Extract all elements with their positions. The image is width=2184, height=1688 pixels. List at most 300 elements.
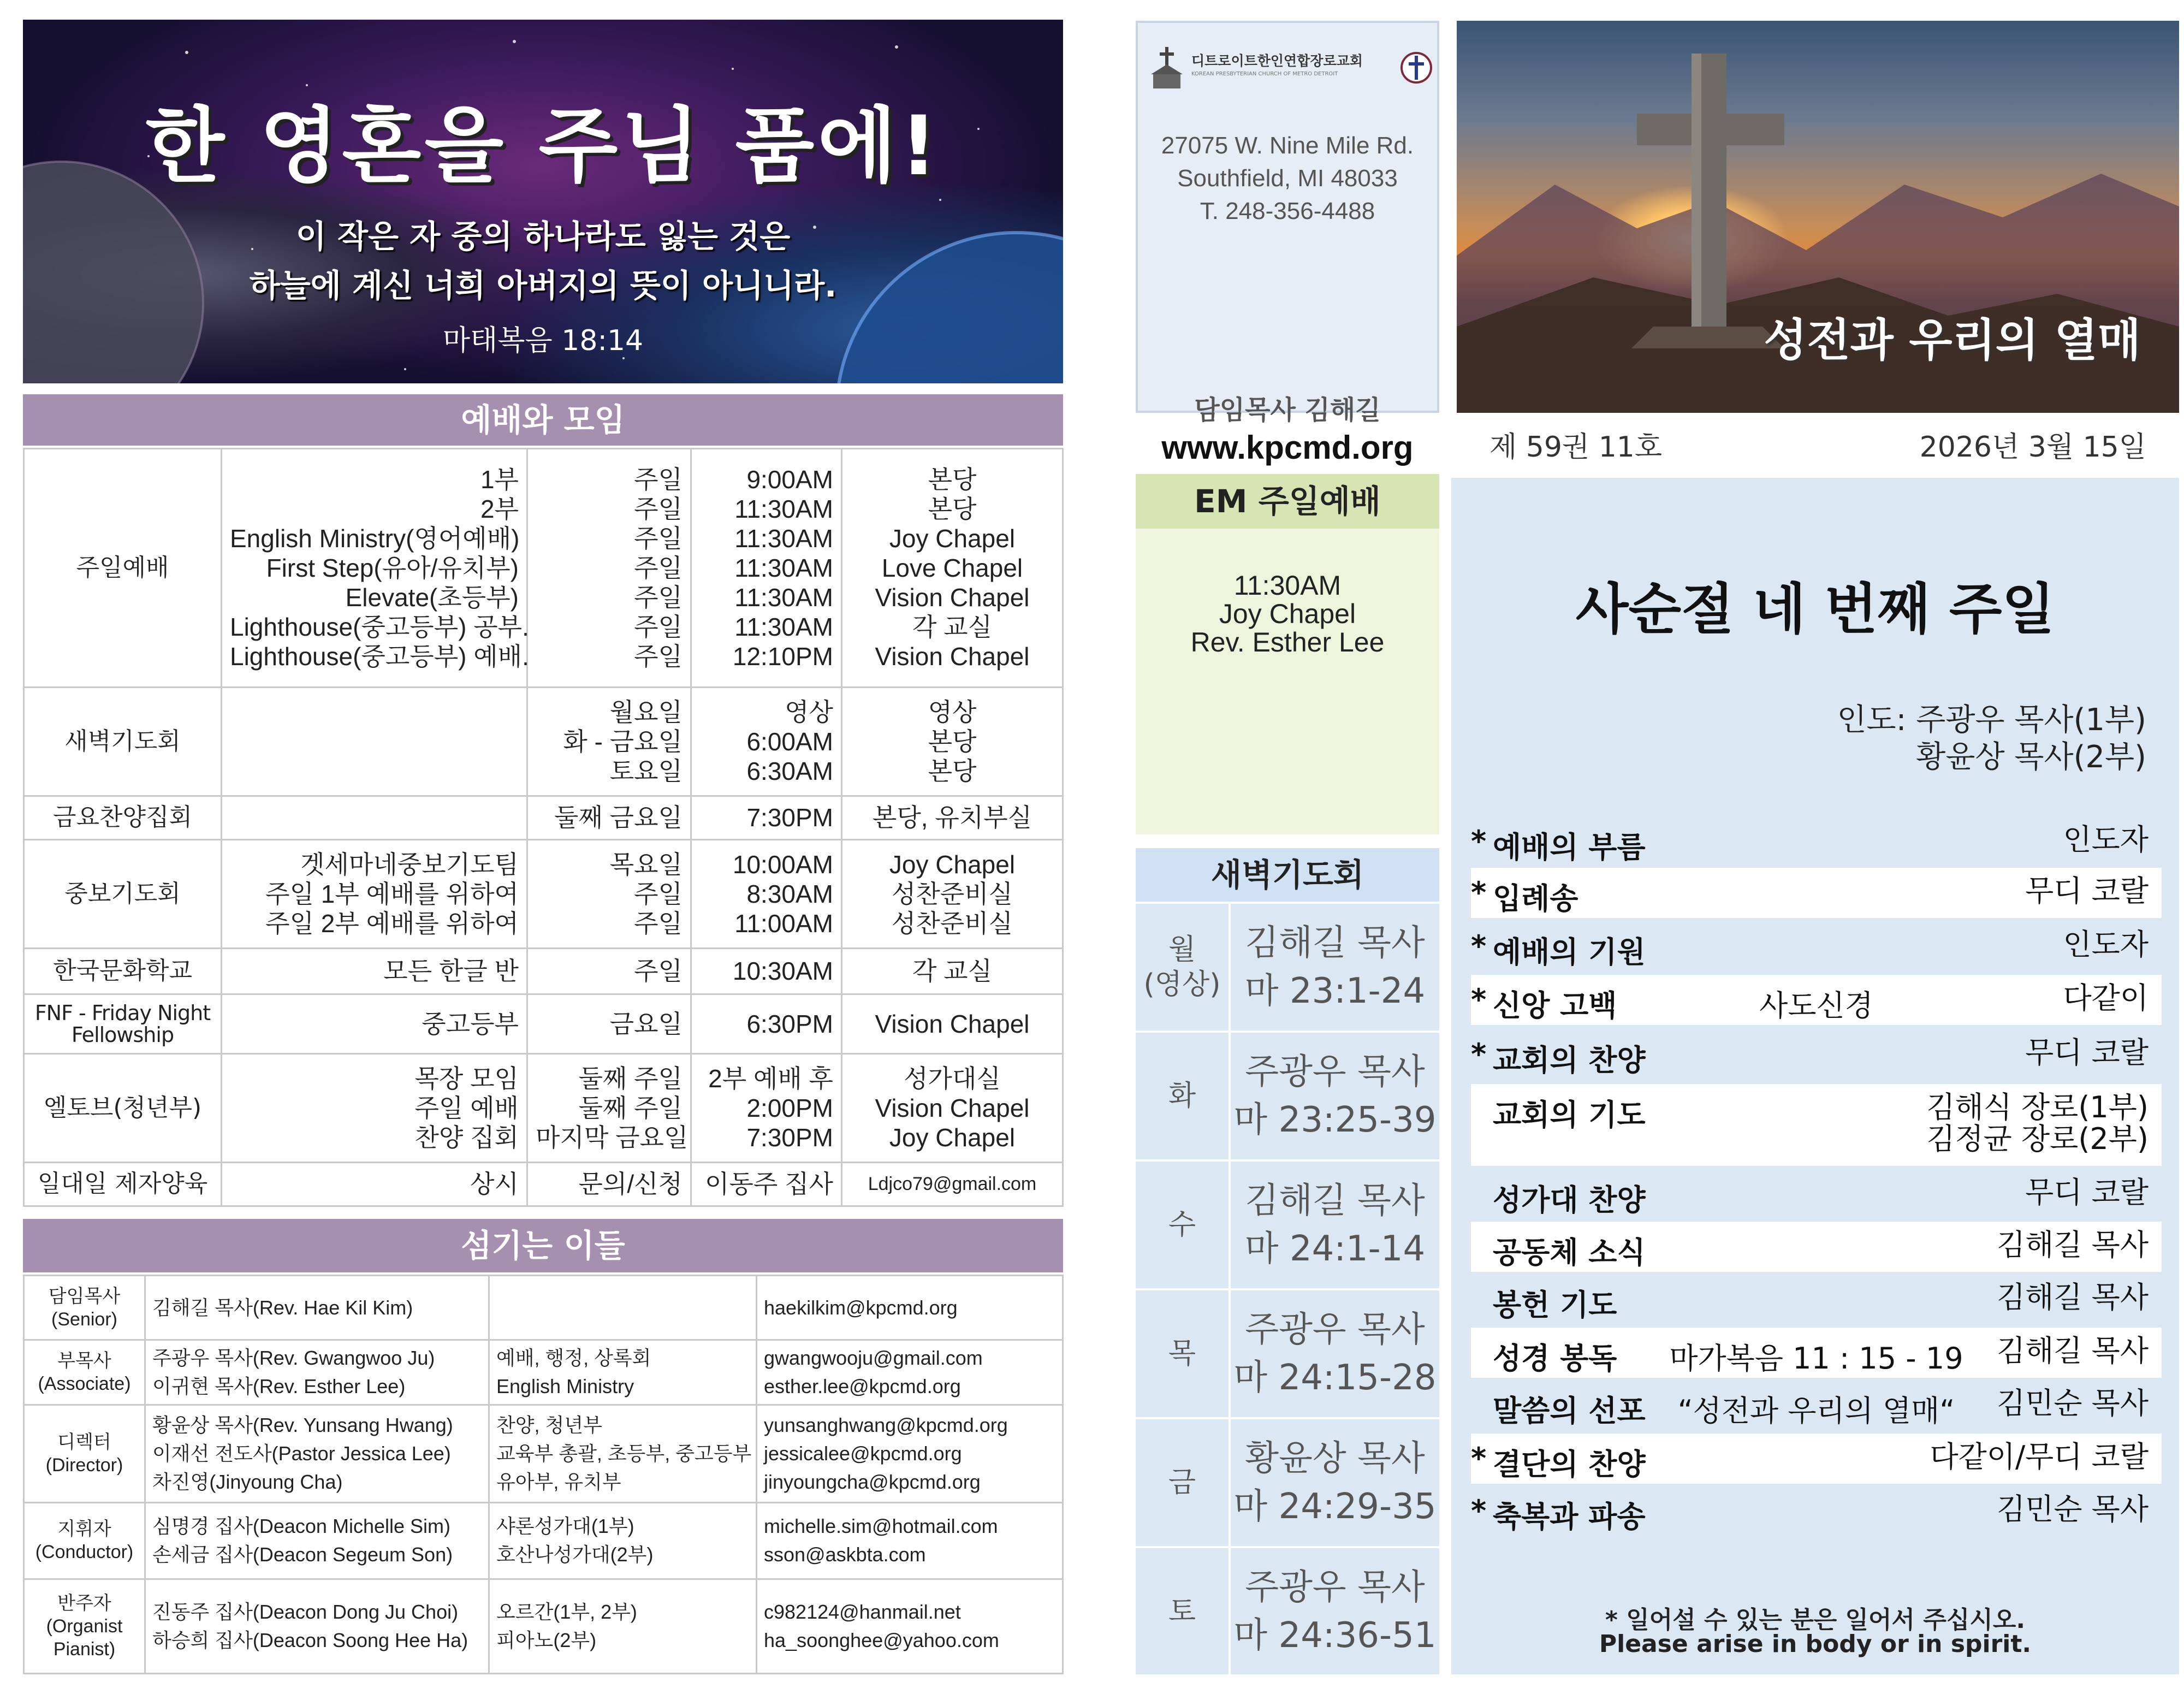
dawn-leader (1231, 1033, 1439, 1159)
staff-name-cell (145, 1405, 489, 1502)
worship-place: 성찬준비실 (891, 909, 1013, 938)
worship-day-cell (527, 796, 691, 839)
staff-name: 주광우 목사(Rev. Gwangwoo Ju) (152, 1347, 435, 1370)
worship-time: 11:30AM (734, 553, 833, 582)
worship-category: 중보기도회 (24, 840, 222, 949)
worship-table (23, 448, 1062, 1207)
dawn-pastor: 황윤상 목사 (1245, 1438, 1425, 1479)
church-phone: T. 248-356-4488 (1200, 198, 1375, 224)
order-item-leader-name: 김정균 장로(2부) (1926, 1122, 2149, 1156)
order-item-star: * (1471, 982, 1487, 1017)
church-name-ko: 디트로이트한인연합장로교회 (1191, 53, 1363, 69)
issue-info (1457, 424, 2179, 473)
worship-time: 2:00PM (746, 1093, 833, 1122)
staff-duty: 예배, 행정, 상록회 (496, 1347, 651, 1370)
worship-place: 본당 (928, 465, 977, 494)
order-item-star: * (1471, 1037, 1487, 1071)
dawn-passage: 마 23:25-39 (1233, 1100, 1437, 1140)
staff-row (24, 1405, 1063, 1502)
order-item-name: 말씀의 선포 (1493, 1394, 1646, 1428)
order-item (1471, 816, 2162, 867)
worship-day-cell (527, 840, 691, 949)
worship-place-cell (842, 1053, 1063, 1162)
banner (23, 20, 1063, 383)
staff-email-cell (757, 1276, 1063, 1340)
order-item-star: * (1471, 1494, 1487, 1528)
worship-category: 새벽기도회 (24, 687, 222, 796)
order-item-leader-name: 김해길 목사 (1997, 1334, 2149, 1368)
dawn-day-text: 토 (1168, 1595, 1196, 1628)
worship-time: 7:30PM (746, 1123, 833, 1152)
order-item-leader-name: 인도자 (2063, 927, 2149, 962)
em-time: 11:30AM (1233, 570, 1342, 601)
order-item (1471, 1029, 2162, 1080)
staff-email-cell (757, 1579, 1063, 1674)
em-heading: EM 주일예배 (1136, 474, 1439, 529)
order-item (1471, 921, 2162, 972)
worship-program-cell (222, 949, 527, 994)
staff-email: haekilkim@kpcmd.org (764, 1296, 958, 1319)
em-pastor: Rev. Esther Lee (1190, 627, 1385, 658)
staff-duty: 호산나성가대(2부) (496, 1543, 654, 1566)
order-item-name: 입례송 (1493, 881, 1578, 916)
dawn-day-label (1143, 932, 1220, 1002)
worship-day-cell (527, 687, 691, 796)
leader-line2: 황윤상 목사(2부) (1916, 739, 2146, 775)
dawn-leader (1231, 1419, 1439, 1546)
staff-duty: 유아부, 유치부 (496, 1470, 621, 1493)
worship-category: 엘토브(청년부) (24, 1053, 222, 1162)
worship-time: 10:00AM (732, 850, 833, 879)
dawn-pastor: 김해길 목사 (1245, 1181, 1425, 1221)
staff-name: 진동주 집사(Deacon Dong Ju Choi) (152, 1601, 459, 1624)
staff-name: 차진영(Jinyoung Cha) (152, 1470, 343, 1493)
staff-role-cell (24, 1340, 145, 1405)
order-item (1471, 1274, 2162, 1324)
worship-place: 각 교실 (912, 612, 993, 641)
staff-email: sson@askbta.com (764, 1543, 926, 1566)
worship-program: Lighthouse(중고등부) 예배. (230, 642, 529, 671)
worship-day: 목요일 (609, 850, 682, 879)
worship-time: 11:30AM (734, 524, 833, 553)
worship-time-cell (691, 840, 842, 949)
order-item-leader (2063, 982, 2149, 1014)
staff-role: 부목사 (57, 1351, 111, 1372)
staff-duty: 오르간(1부, 2부) (496, 1601, 637, 1624)
church-name-en: KOREAN PRESBYTERIAN CHURCH OF METRO DETROIT (1191, 71, 1338, 77)
worship-place-cell (842, 449, 1063, 688)
worship-program: First Step(유아/유치부) (266, 553, 519, 582)
worship-program-cell (222, 994, 527, 1053)
dawn-pastor: 주광우 목사 (1245, 1310, 1425, 1350)
dawn-day-label (1168, 1336, 1196, 1371)
staff-name: 하승희 집사(Deacon Soong Hee Ha) (152, 1629, 468, 1652)
worship-program: 중고등부 (422, 1009, 519, 1038)
staff-row (24, 1276, 1063, 1340)
order-item-leader-name: 인도자 (2063, 822, 2149, 857)
order-item-name: 예배의 기원 (1493, 935, 1646, 969)
cover-image (1457, 21, 2179, 413)
staff-email: c982124@hanmail.net (764, 1601, 961, 1624)
order-item-name: 교회의 찬양 (1493, 1043, 1646, 1077)
church-logo (1143, 35, 1433, 100)
staff-duty: 교육부 총괄, 초등부, 중고등부 (496, 1442, 752, 1465)
staff-row (24, 1502, 1063, 1579)
staff-role: 담임목사 (48, 1286, 121, 1307)
worship-program: 주일 1부 예배를 위하여 (265, 880, 519, 909)
worship-day: 주일 (634, 909, 682, 938)
staff-email: jinyoungcha@kpcmd.org (764, 1470, 981, 1493)
staff-email-cell (757, 1340, 1063, 1405)
dawn-day (1136, 1162, 1231, 1288)
dawn-passage: 마 23:1-24 (1244, 971, 1426, 1011)
worship-row (24, 449, 1063, 688)
church-website[interactable]: www.kpcmd.org (1161, 429, 1414, 466)
worship-time: 7:30PM (746, 803, 833, 832)
order-item-detail: 마가복음 11 : 15 - 19 (1669, 1341, 1963, 1376)
worship-row (24, 840, 1063, 949)
worship-place-cell (842, 994, 1063, 1053)
staff-role: 디렉터 (57, 1431, 111, 1453)
dawn-leader (1231, 1548, 1439, 1675)
staff-name: 이재선 전도사(Pastor Jessica Lee) (152, 1442, 451, 1465)
worship-place-cell (842, 840, 1063, 949)
worship-time-cell (691, 1053, 842, 1162)
banner-verse-line2: 하늘에 계신 너희 아버지의 뜻이 아니니라. (249, 267, 837, 304)
em-place: Joy Chapel (1219, 599, 1356, 629)
staff-duty-cell (489, 1579, 757, 1674)
dawn-row (1136, 1288, 1439, 1417)
order-item-leader-name: 김해길 목사 (1997, 1280, 2149, 1314)
worship-program: 겟세마네중보기도팀 (300, 850, 519, 879)
staff-duty-cell (489, 1405, 757, 1502)
em-details (1136, 571, 1439, 656)
worship-place: Ldjco79@gmail.com (868, 1174, 1037, 1195)
issue-number: 제 59권 11호 (1489, 431, 1663, 464)
staff-name: 황윤상 목사(Rev. Yunsang Hwang) (152, 1413, 453, 1436)
order-item-detail: “성전과 우리의 열매“ (1677, 1394, 1955, 1428)
staff-name-cell (145, 1276, 489, 1340)
worship-program: 상시 (470, 1170, 519, 1199)
staff-name-cell (145, 1579, 489, 1674)
worship-day: 둘째 금요일 (554, 803, 682, 832)
dawn-day-label (1168, 1465, 1196, 1500)
order-item-star: * (1471, 929, 1487, 963)
order-item-star: * (1471, 1441, 1487, 1476)
order-item-leader-name: 다같이 (2063, 981, 2149, 1015)
staff-duty: 샤론성가대(1부) (496, 1515, 634, 1538)
staff-email-cell (757, 1405, 1063, 1502)
dawn-leader (1231, 1290, 1439, 1417)
worship-day-cell (527, 994, 691, 1053)
staff-table (23, 1275, 1062, 1674)
worship-day: 주일 (634, 880, 682, 909)
order-item-leader (2025, 875, 2149, 907)
worship-place-cell (842, 796, 1063, 839)
worship-time-cell (691, 994, 842, 1053)
order-item-leader (1926, 1092, 2149, 1155)
worship-program-cell (222, 840, 527, 949)
worship-program-cell (222, 796, 527, 839)
worship-time-cell (691, 949, 842, 994)
order-item-name: 교회의 기도 (1493, 1098, 1646, 1132)
dawn-day-text: (영상) (1143, 968, 1221, 1001)
staff-duty-cell (489, 1276, 757, 1340)
staff-duty-cell (489, 1502, 757, 1579)
staff-duty: 피아노(2부) (496, 1629, 597, 1652)
bulletin-date: 2026년 3월 15일 (1919, 431, 2146, 464)
worship-category: FNF - Friday Night Fellowship (24, 994, 222, 1053)
staff-name: 이귀현 목사(Rev. Esther Lee) (152, 1375, 406, 1398)
order-item-name: 신앙 고백 (1493, 988, 1617, 1023)
em-service-box (1136, 474, 1439, 834)
worship-time: 11:30AM (734, 583, 833, 612)
dawn-passage: 마 24:36-51 (1233, 1615, 1437, 1656)
dawn-passage: 마 24:15-28 (1233, 1358, 1437, 1398)
order-item-leader (1997, 1494, 2149, 1525)
worship-time: 6:00AM (746, 727, 833, 756)
dawn-passage: 마 24:1-14 (1244, 1229, 1426, 1269)
worship-day: 주일 (634, 642, 682, 671)
staff-role: (Conductor) (35, 1542, 134, 1563)
dawn-day-text: 목 (1168, 1337, 1196, 1370)
worship-time: 11:30AM (734, 494, 833, 523)
dawn-day-text: 월 (1168, 933, 1196, 966)
worship-row (24, 949, 1063, 994)
worship-day: 문의/신청 (578, 1170, 682, 1199)
worship-day: 주일 (634, 494, 682, 523)
address-line1: 27075 W. Nine Mile Rd. (1161, 132, 1414, 159)
worship-row (24, 687, 1063, 796)
worship-place: 성가대실 (904, 1064, 1001, 1093)
dawn-day-text: 화 (1168, 1080, 1196, 1112)
worship-category: 주일예배 (24, 449, 222, 688)
order-item (1471, 1434, 2162, 1484)
dawn-row (1136, 1030, 1439, 1159)
worship-time: 9:00AM (746, 465, 833, 494)
order-item-leader-name: 김해식 장로(1부) (1926, 1090, 2149, 1124)
order-item-name: 봉헌 기도 (1493, 1288, 1617, 1322)
order-item-star: * (1471, 824, 1487, 858)
worship-program: English Ministry(영어예배) (230, 524, 520, 553)
dawn-day-label (1168, 1594, 1196, 1629)
worship-time: 6:30AM (746, 756, 833, 785)
staff-email: michelle.sim@hotmail.com (764, 1515, 998, 1538)
dawn-pastor: 김해길 목사 (1245, 923, 1425, 963)
staff-name-cell (145, 1340, 489, 1405)
order-item-leader (1997, 1335, 2149, 1367)
dawn-prayer-schedule (1136, 848, 1439, 1674)
worship-program-cell (222, 1053, 527, 1162)
staff-role: Pianist) (53, 1639, 116, 1660)
worship-place: 본당 (928, 727, 977, 756)
order-item-leader-name: 김민순 목사 (1997, 1492, 2149, 1526)
presbyterian-seal-icon (1400, 46, 1433, 90)
worship-place: Joy Chapel (889, 850, 1016, 879)
worship-day-cell (527, 949, 691, 994)
order-item-leader (1997, 1282, 2149, 1313)
worship-program: 주일 2부 예배를 위하여 (265, 909, 519, 938)
worship-place: 본당, 유치부실 (872, 803, 1032, 832)
worship-place-cell (842, 687, 1063, 796)
order-item (1471, 1328, 2162, 1378)
worship-day: 월요일 (609, 697, 682, 726)
worship-program: Lighthouse(중고등부) 공부. (230, 612, 529, 641)
worship-day: 화 - 금요일 (563, 727, 682, 756)
worship-time-cell (691, 796, 842, 839)
worship-day: 금요일 (609, 1009, 682, 1038)
dawn-day-label (1168, 1207, 1196, 1242)
worship-category: 일대일 제자양육 (24, 1162, 222, 1206)
dawn-day (1136, 1033, 1231, 1159)
staff-email: jessicalee@kpcmd.org (764, 1442, 962, 1465)
worship-place: 영상 (928, 697, 977, 726)
leader-line1: 인도: 주광우 목사(1부) (1837, 702, 2146, 738)
staff-email: gwangwooju@gmail.com (764, 1347, 983, 1370)
worship-time-cell (691, 1162, 842, 1206)
worship-time-cell (691, 687, 842, 796)
worship-row (24, 1162, 1063, 1206)
staff-name: 손세금 집사(Deacon Segeum Son) (152, 1543, 453, 1566)
order-item-leader-name: 김민순 목사 (1997, 1386, 2149, 1420)
order-item (1471, 868, 2162, 918)
church-building-icon (1149, 47, 1187, 91)
dawn-day-text: 수 (1168, 1209, 1196, 1241)
worship-time: 2부 예배 후 (708, 1064, 833, 1093)
staff-role: 지휘자 (57, 1519, 111, 1540)
order-item-leader (1997, 1229, 2149, 1261)
order-item-leader-name: 다같이/무디 코랄 (1930, 1440, 2149, 1474)
worship-place: Vision Chapel (875, 1009, 1030, 1038)
order-item (1471, 1222, 2162, 1272)
order-item-leader (1997, 1388, 2149, 1419)
staff-role: 반주자 (57, 1593, 111, 1614)
worship-time: 10:30AM (732, 957, 833, 986)
order-item-name: 성가대 찬양 (1493, 1183, 1646, 1217)
order-item-leader (1930, 1441, 2149, 1473)
worship-place: 본당 (928, 494, 977, 523)
worship-day: 주일 (634, 524, 682, 553)
worship-day: 주일 (634, 553, 682, 582)
staff-duty: English Ministry (496, 1375, 634, 1398)
worship-place: Joy Chapel (889, 524, 1016, 553)
standing-note-en: Please arise in body or in spirit. (1599, 1630, 2032, 1658)
staff-name-cell (145, 1502, 489, 1579)
worship-place: Vision Chapel (875, 1093, 1030, 1122)
order-item-name: 축복과 파송 (1493, 1500, 1646, 1534)
worship-day: 마지막 금요일 (536, 1123, 689, 1152)
worship-place: 성찬준비실 (891, 880, 1013, 909)
dawn-leader (1231, 1162, 1439, 1288)
worship-row (24, 994, 1063, 1053)
worship-place: Love Chapel (881, 553, 1023, 582)
standing-note-ko: * 일어설 수 있는 분은 일어서 주십시오. (1605, 1606, 2026, 1634)
order-item-leader-name: 무디 코랄 (2025, 1035, 2149, 1070)
staff-email-cell (757, 1502, 1063, 1579)
order-item-star: * (1471, 875, 1487, 910)
order-item-leader (2063, 929, 2149, 961)
dawn-row (1136, 1417, 1439, 1546)
address-line2: Southfield, MI 48033 (1177, 165, 1398, 192)
dawn-passage: 마 24:29-35 (1233, 1486, 1437, 1527)
staff-role-cell (24, 1502, 145, 1579)
worship-category: 금요찬양집회 (24, 796, 222, 839)
worship-place-cell (842, 1162, 1063, 1206)
worship-day: 주일 (634, 465, 682, 494)
dawn-day-label (1168, 1079, 1196, 1114)
order-item-leader (2025, 1037, 2149, 1069)
order-item-name: 공동체 소식 (1493, 1235, 1646, 1270)
dawn-day-text: 금 (1168, 1466, 1196, 1499)
staff-name: 김해길 목사(Rev. Hae Kil Kim) (152, 1296, 413, 1319)
worship-place: 각 교실 (912, 957, 993, 986)
order-item (1471, 1169, 2162, 1219)
dawn-pastor: 주광우 목사 (1245, 1567, 1425, 1608)
worship-time-cell (691, 449, 842, 688)
worship-program: 1부 (480, 465, 519, 494)
dawn-day (1136, 1419, 1231, 1546)
order-item-detail: 사도신경 (1759, 988, 1873, 1023)
dawn-heading: 새벽기도회 (1136, 848, 1439, 902)
order-item (1471, 1084, 2162, 1166)
worship-time: 11:00AM (734, 909, 833, 938)
dawn-day (1136, 1290, 1231, 1417)
order-item-leader (2025, 1177, 2149, 1209)
worship-program-cell (222, 1162, 527, 1206)
dawn-day (1136, 904, 1231, 1030)
standing-note (1451, 1608, 2179, 1656)
worship-program-cell (222, 687, 527, 796)
worship-program: Elevate(초등부) (345, 583, 519, 612)
staff-heading: 섬기는 이들 (23, 1219, 1063, 1272)
worship-program: 주일 예배 (414, 1093, 519, 1122)
worship-leader (1837, 702, 2146, 776)
worship-day: 주일 (634, 957, 682, 986)
staff-role: (Director) (45, 1454, 123, 1476)
order-item (1471, 1486, 2162, 1536)
worship-place: Joy Chapel (889, 1123, 1016, 1152)
order-item-leader (2063, 824, 2149, 856)
staff-role-cell (24, 1579, 145, 1674)
worship-program: 목장 모임 (414, 1064, 519, 1093)
staff-duty: 찬양, 청년부 (496, 1413, 602, 1436)
staff-role-cell (24, 1405, 145, 1502)
order-item-leader-name: 무디 코랄 (2025, 874, 2149, 908)
staff-role-cell (24, 1276, 145, 1340)
staff-name: 심명경 집사(Deacon Michelle Sim) (152, 1515, 450, 1538)
staff-role: (Associate) (38, 1373, 131, 1395)
banner-title: 한 영혼을 주님 품에! (145, 99, 941, 194)
service-title: 사순절 네 번째 주일 (1575, 577, 2055, 641)
order-item (1471, 1380, 2162, 1430)
worship-time: 영상 (785, 697, 833, 726)
dawn-row (1136, 902, 1439, 1030)
worship-place: Vision Chapel (875, 642, 1030, 671)
church-info-box (1136, 21, 1439, 425)
worship-day: 둘째 주일 (578, 1064, 682, 1093)
dawn-row (1136, 1546, 1439, 1675)
worship-day-cell (527, 449, 691, 688)
worship-heading: 예배와 모임 (23, 394, 1063, 446)
worship-time: 이동주 집사 (705, 1170, 833, 1199)
staff-duty-cell (489, 1340, 757, 1405)
worship-place-cell (842, 949, 1063, 994)
staff-email: yunsanghwang@kpcmd.org (764, 1413, 1008, 1436)
worship-program-cell (222, 449, 527, 688)
worship-row (24, 1053, 1063, 1162)
worship-program: 2부 (480, 494, 519, 523)
worship-day: 주일 (634, 583, 682, 612)
